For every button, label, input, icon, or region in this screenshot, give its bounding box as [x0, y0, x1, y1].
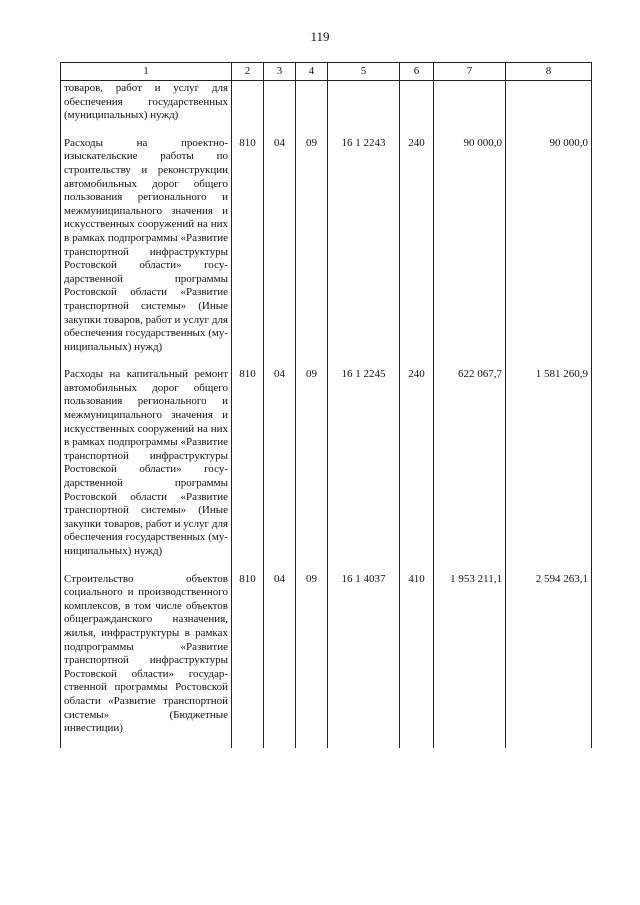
column-header-6: 6: [400, 63, 434, 81]
column-header-1: 1: [61, 63, 232, 81]
page-number: 119: [310, 29, 330, 44]
subsection-code: 09: [296, 366, 328, 570]
table-body: [61, 81, 592, 748]
amount-column-8: 2 594 263,1: [506, 571, 592, 748]
target-article-code: [328, 81, 400, 135]
column-header-7: 7: [434, 63, 506, 81]
column-header-4: 4: [296, 63, 328, 81]
amount-column-7: 1 953 211,1: [434, 571, 506, 748]
expense-type-code: [400, 81, 434, 135]
header-row: [61, 63, 592, 81]
section-code: [264, 81, 296, 135]
ministry-code: 810: [232, 571, 264, 748]
row-description: товаров, работ и услуг для обеспечения государственных (муниципальных) нужд): [61, 81, 232, 135]
table-row: [61, 571, 592, 748]
column-header-5: 5: [328, 63, 400, 81]
table-header: [61, 63, 592, 81]
section-code: 04: [264, 366, 296, 570]
amount-column-8: 90 000,0: [506, 135, 592, 367]
column-header-2: 2: [232, 63, 264, 81]
expense-type-code: 240: [400, 366, 434, 570]
subsection-code: 09: [296, 135, 328, 367]
table-row: [61, 366, 592, 570]
ministry-code: 810: [232, 135, 264, 367]
expense-type-code: 410: [400, 571, 434, 748]
target-article-code: 16 1 2245: [328, 366, 400, 570]
column-header-3: 3: [264, 63, 296, 81]
row-description: Строительство объектов социального и производственного комплексов, в том числе объектов общегражданского назначения, жилья, инфраструктуры в рамках подпрограммы «Развитие транспортной инфраструктуры Ростовской области» государственной программы Ростовской области «Развитие транспортной системы» (Бюджетные инвестиции): [61, 571, 232, 748]
amount-column-8: 1 581 260,9: [506, 366, 592, 570]
amount-column-7: [434, 81, 506, 135]
amount-column-8: [506, 81, 592, 135]
subsection-code: [296, 81, 328, 135]
column-header-8: 8: [506, 63, 592, 81]
budget-table: [60, 62, 592, 748]
expense-type-code: 240: [400, 135, 434, 367]
target-article-code: 16 1 4037: [328, 571, 400, 748]
ministry-code: 810: [232, 366, 264, 570]
section-code: 04: [264, 135, 296, 367]
amount-column-7: 622 067,7: [434, 366, 506, 570]
ministry-code: [232, 81, 264, 135]
table-row: [61, 81, 592, 135]
section-code: 04: [264, 571, 296, 748]
table-row: [61, 135, 592, 367]
subsection-code: 09: [296, 571, 328, 748]
row-description: Расходы на капитальный ремонт автомобильных дорог общего пользования регионального и межмуниципального значения и искусственных сооружений на них в рамках подпрограммы «Развитие транспортной инфраструктуры Ростовской области» государственной программы Ростовской области «Развитие транспортной системы» (Иные закупки товаров, работ и услуг для обеспечения государственных (муниципальных) нужд): [61, 366, 232, 570]
amount-column-7: 90 000,0: [434, 135, 506, 367]
row-description: Расходы на проектно-изыскательские работы по строительству и реконструкции автомобильных дорог общего пользования регионального и межмуниципального значения и искусственных сооружений на них в рамках подпрограммы «Развитие транспортной инфраструктуры Ростовской области» государственной программы Ростовской области «Развитие транспортной системы» (Иные закупки товаров, работ и услуг для обеспечения государственных (муниципальных) нужд): [61, 135, 232, 367]
target-article-code: 16 1 2243: [328, 135, 400, 367]
